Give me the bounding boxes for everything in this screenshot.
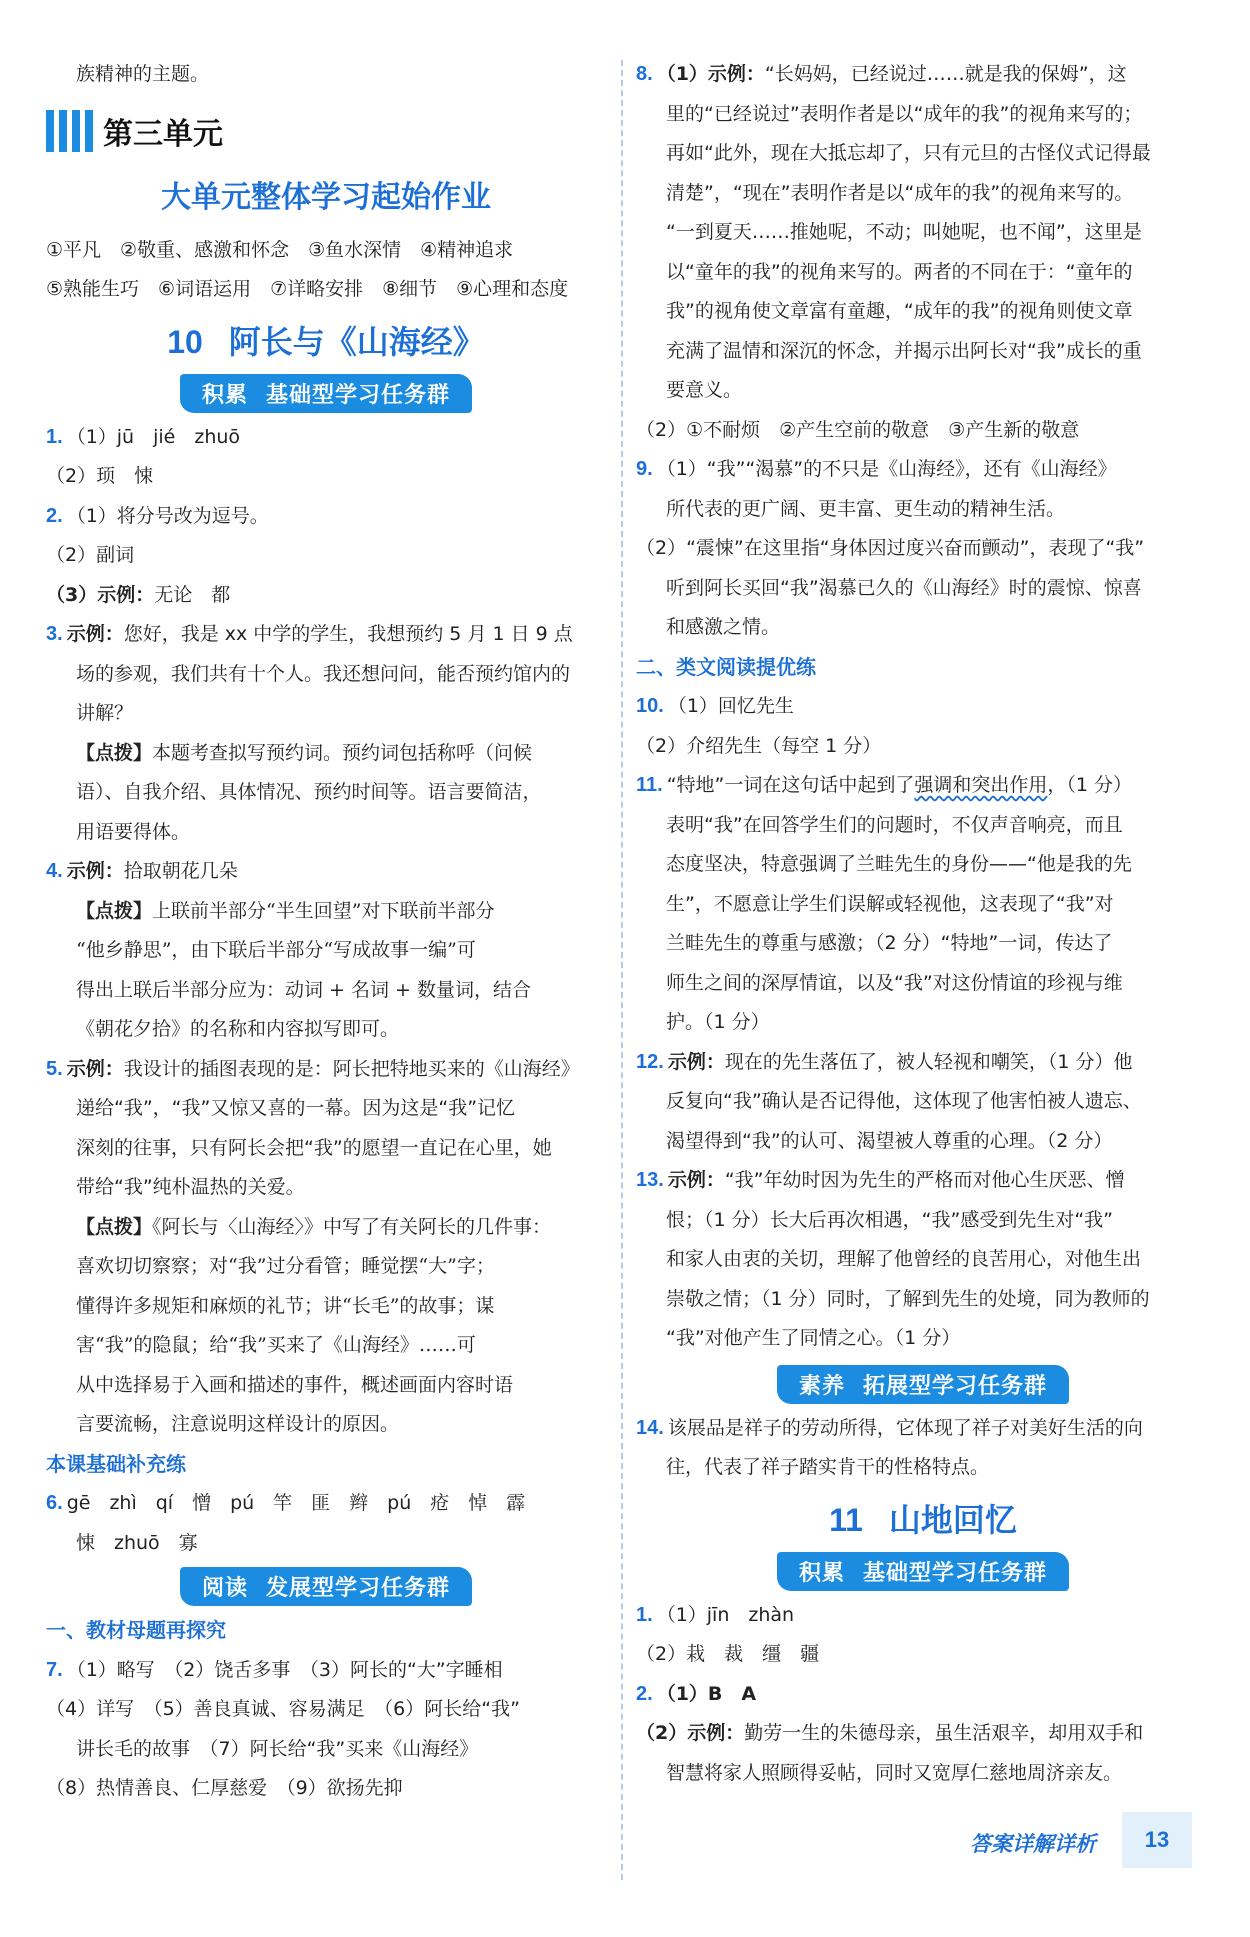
hint-text: 上联前半部分“半生回望”对下联前半部分 — [152, 899, 495, 922]
answer-text: 现在的先生落伍了，被人轻视和嘲笑，（1 分）他 — [724, 1050, 1133, 1073]
question-7 — [46, 1651, 606, 1691]
question-4 — [46, 852, 606, 892]
example-label: 示例： — [66, 860, 124, 882]
example-label: （3）示例： — [46, 583, 155, 606]
question-number: 12. — [636, 1050, 664, 1073]
answer-line: （4）详写 （5）善良真诚、容易满足 （6）阿长给“我” — [46, 1698, 520, 1720]
answer-line: （2）“震悚”在这里指“身体因过度兴奋而颤动”，表现了“我” — [636, 537, 1145, 559]
question-6 — [46, 1484, 606, 1524]
question-11 — [636, 766, 1210, 806]
example-label: 示例： — [66, 1057, 124, 1080]
hint-line — [46, 1208, 606, 1248]
question-number: 8. — [636, 63, 653, 85]
banner-tag: 素养 — [798, 1373, 845, 1399]
answer-line: 渴望得到“我”的认可、渴望被人尊重的心理。（2 分） — [666, 1129, 1113, 1152]
question-5 — [46, 1050, 606, 1090]
answer-text: 您好，我是 xx 中学的学生，我想预约 5 月 1 日 9 点 — [123, 623, 573, 645]
question-number: 3. — [46, 623, 63, 645]
answer-line: 崇敬之情；（1 分）同时，了解到先生的处境，同为教师的 — [666, 1287, 1150, 1310]
answer-text: （1）将分号改为逗号。 — [66, 504, 269, 527]
question-3 — [46, 615, 606, 655]
answer-line: 充满了温情和深沉的怀念，并揭示出阿长对“我”成长的重 — [666, 339, 1142, 362]
answer-line: 听到阿长买回“我”渴慕已久的《山海经》时的震惊、惊喜 — [666, 576, 1142, 599]
answer-line: 师生之间的深厚情谊，以及“我”对这份情谊的珍视与维 — [666, 971, 1123, 994]
answer-line: 和家人由衷的关切，理解了他曾经的良苦用心，对他生出 — [666, 1248, 1142, 1270]
page-number: 13 — [1122, 1812, 1192, 1868]
banner-label: 基础型学习任务群 — [863, 1560, 1048, 1586]
answer-line: 所代表的更广阔、更丰富、更生动的精神生活。 — [666, 497, 1066, 520]
answer-text: 无论 都 — [154, 583, 231, 606]
subsection-title: 二、类文阅读提优练 — [636, 654, 816, 679]
hint-label: 【点拨】 — [76, 741, 153, 764]
question-number: 2. — [46, 504, 63, 527]
big-unit-line: ①平凡 ②敬重、感激和怀念 ③鱼水深情 ④精神追求 — [46, 238, 514, 261]
banner-tag: 阅读 — [201, 1576, 248, 1601]
answer-text: gē zhì qí 憎 pú 竿 匪 辫 pú 疮 悼 霹 — [66, 1492, 526, 1514]
task-banner — [636, 1365, 1210, 1409]
question-number: 1. — [46, 425, 63, 448]
hint-line: 用语要得体。 — [76, 820, 191, 843]
hint-line: 害“我”的隐鼠；给“我”买来了《山海经》……可 — [76, 1334, 476, 1356]
question-r1 — [636, 1596, 1210, 1636]
emphasis-text: 强调和突出作用 — [914, 774, 1048, 796]
answer-line: “一到夏天……推她呢，不动；叫她呢，也不闻”，这里是 — [666, 221, 1142, 243]
question-number: 5. — [46, 1057, 63, 1080]
question-number: 1. — [636, 1603, 653, 1626]
hint-line: 懂得许多规矩和麻烦的礼节；讲“长毛”的故事；谋 — [76, 1294, 495, 1317]
hint-line: 《朝花夕拾》的名称和内容拟写即可。 — [76, 1018, 400, 1040]
answer-line: （2）介绍先生（每空 1 分） — [636, 734, 882, 757]
banner-label: 基础型学习任务群 — [266, 382, 451, 408]
question-12 — [636, 1043, 1210, 1083]
question-number: 6. — [46, 1492, 63, 1514]
answer-text: （1）jū jié zhuō — [66, 425, 241, 448]
answer-line — [46, 576, 606, 616]
answer-line: 讲解？ — [76, 702, 134, 724]
question-number: 4. — [46, 860, 63, 882]
answer-text: （1）B A — [656, 1682, 757, 1705]
hint-line — [46, 734, 606, 774]
question-8 — [636, 55, 1210, 95]
question-10 — [636, 687, 1210, 727]
banner-tag: 积累 — [798, 1560, 845, 1586]
example-label: 示例： — [667, 1050, 725, 1073]
hint-line: 语）、自我介绍、具体情况、预约时间等。语言要简洁， — [76, 781, 542, 803]
example-label: （2）示例： — [636, 1722, 745, 1744]
answer-text: 勤劳一生的朱德母亲，虽生活艰辛，却用双手和 — [744, 1722, 1144, 1744]
answer-line: 生”，不愿意让学生们误解或轻视他，这表现了“我”对 — [666, 892, 1114, 915]
answer-text: （1）回忆先生 — [667, 695, 794, 717]
hint-line: 喜欢切切察察；对“我”过分看管；睡觉摆“大”字； — [76, 1255, 495, 1277]
question-number: 7. — [46, 1658, 63, 1681]
answer-line: 恨；（1 分）长大后再次相遇，“我”感受到先生对“我” — [666, 1208, 1114, 1231]
hint-text: 《阿长与〈山海经〉》中写了有关阿长的几件事： — [152, 1215, 552, 1238]
answer-line: 往，代表了祥子踏实肯干的性格特点。 — [666, 1456, 990, 1478]
answer-text: 拾取朝花几朵 — [123, 860, 238, 882]
lesson-title — [636, 1488, 1210, 1552]
question-number: 2. — [636, 1682, 653, 1705]
right-column — [636, 55, 1210, 1793]
banner-label: 拓展型学习任务群 — [863, 1373, 1048, 1399]
unit-title: 第三单元 — [103, 116, 223, 152]
intro-line: 族精神的主题。 — [76, 63, 210, 85]
answer-line: （8）热情善良、仁厚慈爱 （9）欲扬先抑 — [46, 1777, 403, 1799]
answer-line: 清楚”，“现在”表明作者是以“成年的我”的视角来写的。 — [666, 181, 1134, 204]
question-2 — [46, 497, 606, 537]
answer-line: 以“童年的我”的视角来写的。两者的不同在于：“童年的 — [666, 260, 1133, 283]
answer-line: （2）①不耐烦 ②产生空前的敬意 ③产生新的敬意 — [636, 418, 1080, 441]
answer-line: 深刻的往事，只有阿长会把“我”的愿望一直记在心里，她 — [76, 1136, 552, 1159]
unit-bars-icon — [46, 110, 93, 152]
answer-text: （1）“我”“渴慕”的不只是《山海经》，还有《山海经》 — [656, 458, 1117, 480]
question-number: 11. — [636, 774, 663, 796]
task-banner — [636, 1552, 1210, 1596]
hint-line: 从中选择易于入画和描述的事件，概述画面内容时语 — [76, 1373, 514, 1396]
answer-line: 和感激之情。 — [666, 616, 781, 638]
answer-line: “我”对他产生了同情之心。（1 分） — [666, 1327, 961, 1349]
answer-text: 该展品是祥子的劳动所得，它体现了祥子对美好生活的向 — [667, 1416, 1143, 1439]
answer-line: 递给“我”，“我”又惊又喜的一幕。因为这是“我”记忆 — [76, 1097, 516, 1119]
hint-line: 得出上联后半部分应为：动词 + 名词 + 数量词，结合 — [76, 978, 531, 1001]
lesson-number: 11 — [829, 1501, 863, 1538]
answer-line: （2）副词 — [46, 544, 135, 566]
question-number: 10. — [636, 695, 664, 717]
question-9 — [636, 450, 1210, 490]
answer-text: “特地”一词在这句话中起到了 — [666, 774, 915, 796]
task-banner — [46, 1567, 606, 1611]
task-banner — [46, 374, 606, 418]
hint-line: “他乡静思”，由下联后半部分“写成故事一编”可 — [76, 939, 476, 961]
hint-line — [46, 892, 606, 932]
lesson-title — [46, 310, 606, 374]
answer-text: “长妈妈，已经说过……就是我的保姆”，这 — [764, 63, 1127, 85]
example-label: 示例： — [66, 623, 124, 645]
example-label: （1）示例： — [656, 63, 765, 85]
question-number: 9. — [636, 458, 653, 480]
answer-line: 要意义。 — [666, 379, 743, 401]
score-text: ，（1 分） — [1047, 774, 1133, 796]
lesson-name: 山地回忆 — [888, 1500, 1017, 1539]
subsection-title: 一、教材母题再探究 — [46, 1618, 226, 1642]
question-r2 — [636, 1675, 1210, 1715]
answer-line: （2）栽 裁 缰 疆 — [636, 1643, 820, 1665]
answer-text: （1）略写 （2）饶舌多事 （3）阿长的“大”字睡相 — [66, 1658, 503, 1681]
answer-text: （1）jīn zhàn — [656, 1603, 795, 1626]
hint-label: 【点拨】 — [76, 1215, 153, 1238]
answer-line: 再如“此外，现在大抵忘却了，只有元旦的古怪仪式记得最 — [666, 142, 1151, 164]
answer-line: 带给“我”纯朴温热的关爱。 — [76, 1176, 305, 1198]
big-unit-title: 大单元整体学习起始作业 — [161, 179, 491, 215]
answer-line: （2）顼 悚 — [46, 465, 154, 487]
left-column — [46, 55, 606, 1809]
question-1 — [46, 418, 606, 458]
hint-label: 【点拨】 — [76, 899, 153, 922]
banner-tag: 积累 — [201, 382, 248, 408]
lesson-name: 阿长与《山海经》 — [228, 322, 485, 361]
answer-line: 智慧将家人照顾得妥帖，同时又宽厚仁慈地周济亲友。 — [666, 1761, 1123, 1784]
example-label: 示例： — [667, 1169, 725, 1191]
answer-line: 兰畦先生的尊重与感激；（2 分）“特地”一词，传达了 — [666, 932, 1113, 954]
hint-text: 本题考查拟写预约词。预约词包括称呼（问候 — [152, 741, 533, 764]
answer-line: 我”的视角使文章富有童趣，“成年的我”的视角则使文章 — [666, 300, 1133, 322]
answer-line: 讲长毛的故事 （7）阿长给“我”买来《山海经》 — [76, 1737, 479, 1760]
hint-line: 言要流畅，注意说明这样设计的原因。 — [76, 1413, 400, 1435]
answer-line: 悚 zhuō 寡 — [76, 1531, 198, 1554]
banner-label: 发展型学习任务群 — [266, 1576, 451, 1601]
answer-line: 态度坚决，特意强调了兰畦先生的身份——“他是我的先 — [666, 853, 1132, 875]
answer-line: 里的“已经说过”表明作者是以“成年的我”的视角来写的； — [666, 102, 1143, 125]
footer-label: 答案详解详析 — [970, 1832, 1096, 1856]
column-divider — [621, 60, 623, 1880]
answer-line: 表明“我”在回答学生们的问题时，不仅声音响亮，而且 — [666, 813, 1123, 836]
supplement-title: 本课基础补充练 — [46, 1451, 186, 1476]
question-14 — [636, 1409, 1210, 1449]
answer-line: 护。（1 分） — [666, 1011, 770, 1033]
question-number: 14. — [636, 1416, 664, 1439]
answer-text: 我设计的插图表现的是：阿长把特地买来的《山海经》 — [123, 1057, 580, 1080]
answer-line — [636, 1714, 1210, 1754]
question-13 — [636, 1161, 1210, 1201]
answer-text: “我”年幼时因为先生的严格而对他心生厌恶、憎 — [724, 1169, 1125, 1191]
unit-header — [46, 101, 606, 161]
lesson-number: 10 — [167, 323, 203, 360]
answer-line: 反复向“我”确认是否记得他，这体现了他害怕被人遗忘、 — [666, 1090, 1142, 1112]
answer-line: 场的参观，我们共有十个人。我还想问问，能否预约馆内的 — [76, 662, 571, 685]
big-unit-line: ⑤熟能生巧 ⑥词语运用 ⑦详略安排 ⑧细节 ⑨心理和态度 — [46, 278, 569, 300]
question-number: 13. — [636, 1169, 664, 1191]
